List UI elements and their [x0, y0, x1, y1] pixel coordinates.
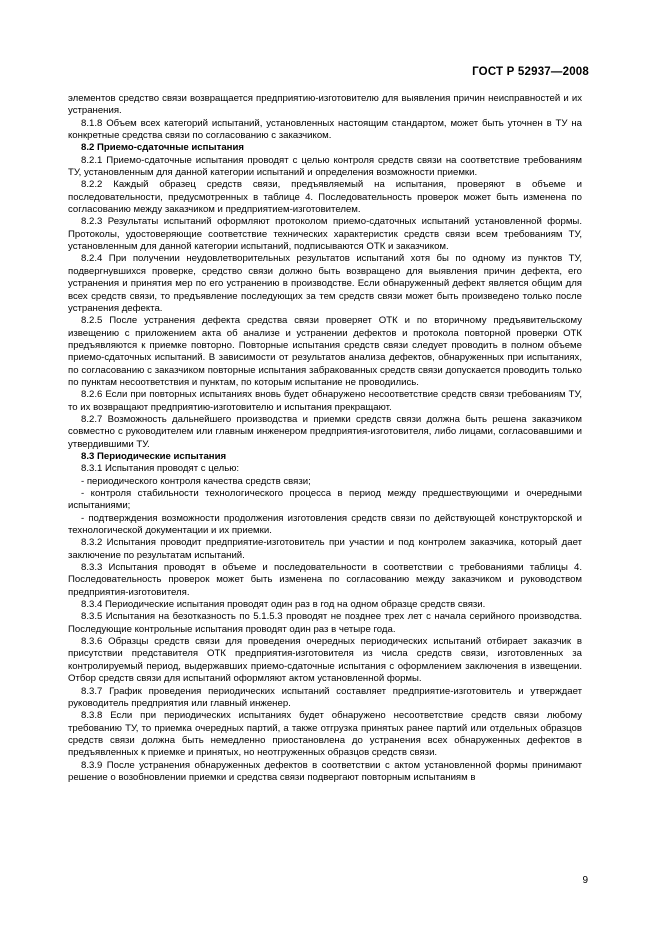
paragraph-8-3-4: 8.3.4 Периодические испытания проводят один раз в год на одном образце средств связи. [81, 599, 486, 611]
page-number: 9 [582, 875, 588, 886]
document-id: ГОСТ Р 52937—2008 [472, 66, 589, 78]
paragraph-continuation: элементов средство связи возвращается предприятию-изготовителю для выявления причин неисправностей и их устранения. [68, 93, 582, 117]
paragraph-8-2-1: 8.2.1 Приемо-сдаточные испытания проводят с целью контроля средств связи на соответствие требованиям ТУ, установленным для данной категории испытаний и определения возможности приемки. [68, 154, 582, 179]
paragraph-8-3-2: 8.3.2 Испытания проводит предприятие-изготовитель при участии и под контролем заказчика, который дает заключение по результатам испытаний. [68, 537, 582, 561]
paragraph-8-1-8: 8.1.8 Объем всех категорий испытаний, установленных настоящим стандартом, может быть уточнен в ТУ на конкретные средства связи по согласованию с заказчиком. [68, 117, 582, 142]
paragraph-8-2-5: 8.2.5 После устранения дефекта средства связи проверяет ОТК и по вторичному предъявительскому извещению с приложением акта об анализе и устранении дефектов и протокола повторной проверки ОТК предъявляются к приемке повторно. Повторные испытания средств связи следует проводить в полном объеме приемо-сдаточных испытаний. В зависимости от результатов анализа дефектов, обнаруженных при испытаниях, по согласованию с заказчиком повторные испытания забракованных средств связи допускается проводить только по пунктам несоответствия и пунктам, по которым испытание не проводились. [68, 315, 582, 388]
paragraph-8-2-3: 8.2.3 Результаты испытаний оформляют протоколом приемо-сдаточных испытаний установленной формы. Протоколы, удостоверяющие соответствие технических характеристик средств связи всем требованиям ТУ, установленным для данной категории испытаний, подписываются ОТК и заказчиком. [68, 216, 582, 253]
list-item: - подтверждения возможности продолжения изготовления средств связи по действующей конструкторской и технологической документации и их приемки. [68, 512, 582, 537]
paragraph-8-3-6: 8.3.6 Образцы средств связи для проведения очередных периодических испытаний отбирает заказчик в присутствии представителя ОТК предприятия-изготовителя из числа средств связи, изготовленных за контролируемый период, выдержавших приемо-сдаточные испытания с оформлением заключения в извещении. Отбор средств связи для испытаний оформляют актом установленной формы. [68, 636, 582, 685]
list-item: - периодического контроля качества средств связи; [81, 475, 311, 487]
paragraph-8-3-5: 8.3.5 Испытания на безотказность по 5.1.5.3 проводят не позднее трех лет с начала серийного производства. Последующие контрольные испытания проводят один раз в четыре года. [68, 611, 582, 635]
document-body [68, 93, 582, 784]
paragraph-8-2-7: 8.2.7 Возможность дальнейшего производства и приемки средств связи должна быть решена заказчиком совместно с руководителем или главным инженером предприятия-изготовителя, либо лицами, согласовавшими и утвердившими ТУ. [68, 413, 582, 450]
paragraph-8-3-3: 8.3.3 Испытания проводят в объеме и последовательности в соответствии с требованиями таблицы 4. Последовательность проверок может быть изменена по согласованию между заказчиком и руководством предприятия-изготовителя. [68, 562, 582, 598]
paragraph-8-2-4: 8.2.4 При получении неудовлетворительных результатов испытаний хотя бы по одному из пунктов ТУ, подвергнувшихся проверке, средство связи должно быть возвращено для выявления причин дефекта, его устранения и принятия мер по его устранению в производстве. Если обнаруженный дефект является общим для всех средств связи, то предъявление последующих за тем средств связи может быть произведено только после устранения дефекта. [68, 253, 582, 314]
paragraph-8-2-6: 8.2.6 Если при повторных испытаниях вновь будет обнаружено несоответствие средств связи требованиям ТУ, то их возвращают предприятию-изготовителю и испытания прекращают. [68, 389, 582, 413]
list-item: - контроля стабильности технологического процесса в период между предшествующими и очередными испытаниями; [68, 488, 582, 512]
paragraph-8-3-9: 8.3.9 После устранения обнаруженных дефектов в соответствии с актом установленной формы принимают решение о возобновлении приемки и средства связи подвергают повторным испытаниям в [68, 759, 582, 783]
section-heading-8-2: 8.2 Приемо-сдаточные испытания [81, 142, 244, 154]
section-heading-8-3: 8.3 Периодические испытания [81, 450, 227, 462]
paragraph-8-3-8: 8.3.8 Если при периодических испытаниях будет обнаружено несоответствие средств связи любому требованию ТУ, то приемка очередных партий, а также отгрузка принятых ранее партий или отдельных образцов средств связи должна быть немедленно приостановлена до устранения всех обнаруженных дефектов в предъявленных к приемке и принятых, но неотгруженных образцов средств связи. [68, 710, 582, 759]
paragraph-8-3-7: 8.3.7 График проведения периодических испытаний составляет предприятие-изготовитель и утверждает руководитель предприятия или главный инженер. [68, 685, 582, 709]
paragraph-8-3-1: 8.3.1 Испытания проводят с целью: [81, 463, 240, 475]
paragraph-8-2-2: 8.2.2 Каждый образец средств связи, предъявляемый на испытания, проверяют в объеме и последовательности, предусмотренных в таблице 4. Последовательность проверок может быть изменена по согласованию между заказчиком и предприятием-изготовителем. [68, 179, 582, 216]
